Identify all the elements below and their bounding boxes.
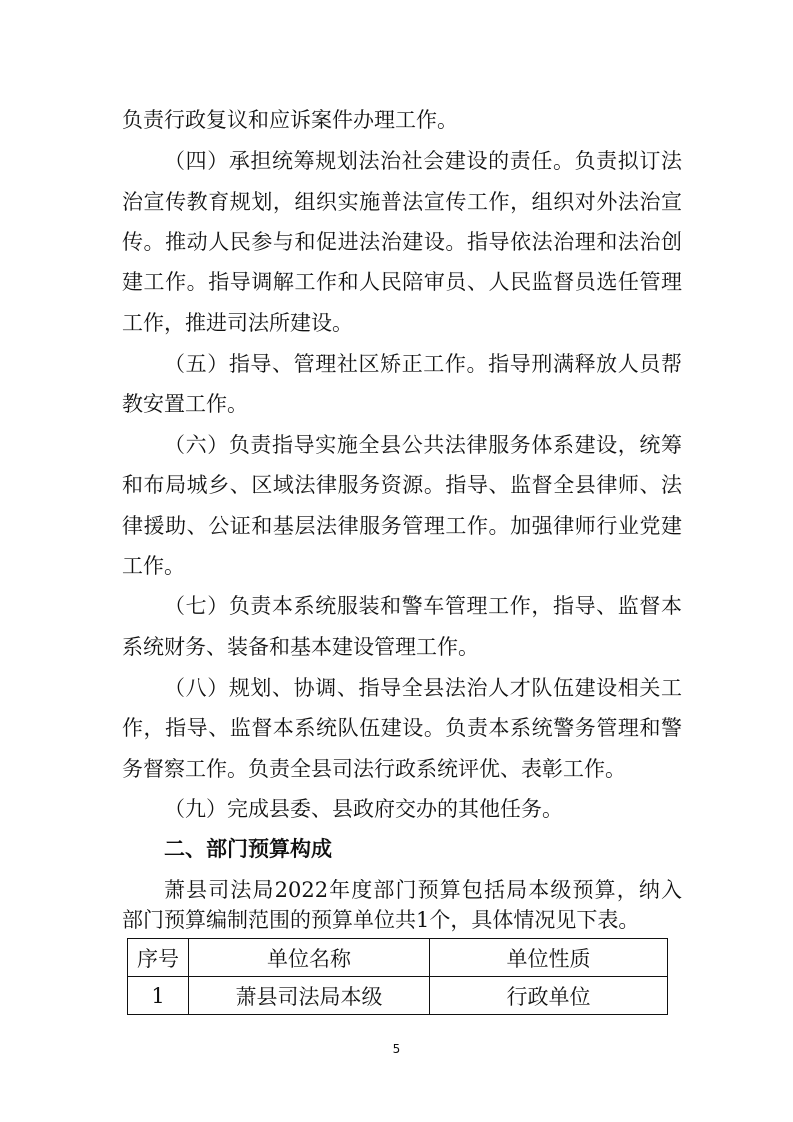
paragraph-line: 律援助、公证和基层法律服务管理工作。加强律师行业党建 — [122, 514, 682, 538]
paragraph-line: 教安置工作。 — [122, 392, 248, 416]
paragraph-line: 务督察工作。负责全县司法行政系统评优、表彰工作。 — [122, 757, 626, 781]
paragraph-line: （六）负责指导实施全县公共法律服务体系建设，统筹 — [164, 433, 682, 457]
column-header-serial: 序号 — [128, 939, 189, 977]
table-cell-unit-name: 萧县司法局本级 — [189, 977, 430, 1015]
column-header-unit-name: 单位名称 — [189, 939, 430, 977]
table-cell-unit-type: 行政单位 — [430, 977, 668, 1015]
paragraph-line: （五）指导、管理社区矫正工作。指导刑满释放人员帮 — [164, 352, 682, 376]
paragraph-line: 部门预算编制范围的预算单位共1个，具体情况见下表。 — [122, 908, 640, 932]
paragraph-line: 治宣传教育规划，组织实施普法宣传工作，组织对外法治宣 — [122, 190, 682, 214]
page-number: 5 — [392, 1042, 401, 1056]
table-header-row — [128, 939, 668, 977]
paragraph-line: （七）负责本系统服装和警车管理工作，指导、监督本 — [164, 594, 682, 618]
paragraph-line: 传。推动人民参与和促进法治建设。指导依法治理和法治创 — [122, 230, 682, 254]
section-heading: 二、部门预算构成 — [164, 837, 332, 861]
paragraph-line: 工作，推进司法所建设。 — [122, 311, 353, 335]
paragraph-line: （八）规划、协调、指导全县法治人才队伍建设相关工 — [164, 676, 682, 700]
paragraph-line: 工作。 — [122, 554, 185, 578]
paragraph-line: 建工作。指导调解工作和人民陪审员、人民监督员选任管理 — [122, 270, 682, 294]
paragraph-line: 萧县司法局2022年度部门预算包括局本级预算，纳入 — [164, 878, 682, 902]
paragraph-line: 负责行政复议和应诉案件办理工作。 — [122, 108, 458, 132]
budget-units-table — [127, 938, 668, 1015]
paragraph-line: 系统财务、装备和基本建设管理工作。 — [122, 635, 479, 659]
paragraph-line: （四）承担统筹规划法治社会建设的责任。负责拟订法 — [164, 149, 682, 173]
column-header-unit-type: 单位性质 — [430, 939, 668, 977]
paragraph-line: 和布局城乡、区域法律服务资源。指导、监督全县律师、法 — [122, 473, 682, 497]
paragraph-line: 作，指导、监督本系统队伍建设。负责本系统警务管理和警 — [122, 716, 682, 740]
table-cell-serial: 1 — [128, 977, 189, 1015]
paragraph-line: （九）完成县委、县政府交办的其他任务。 — [164, 797, 563, 821]
table-row — [128, 977, 668, 1015]
